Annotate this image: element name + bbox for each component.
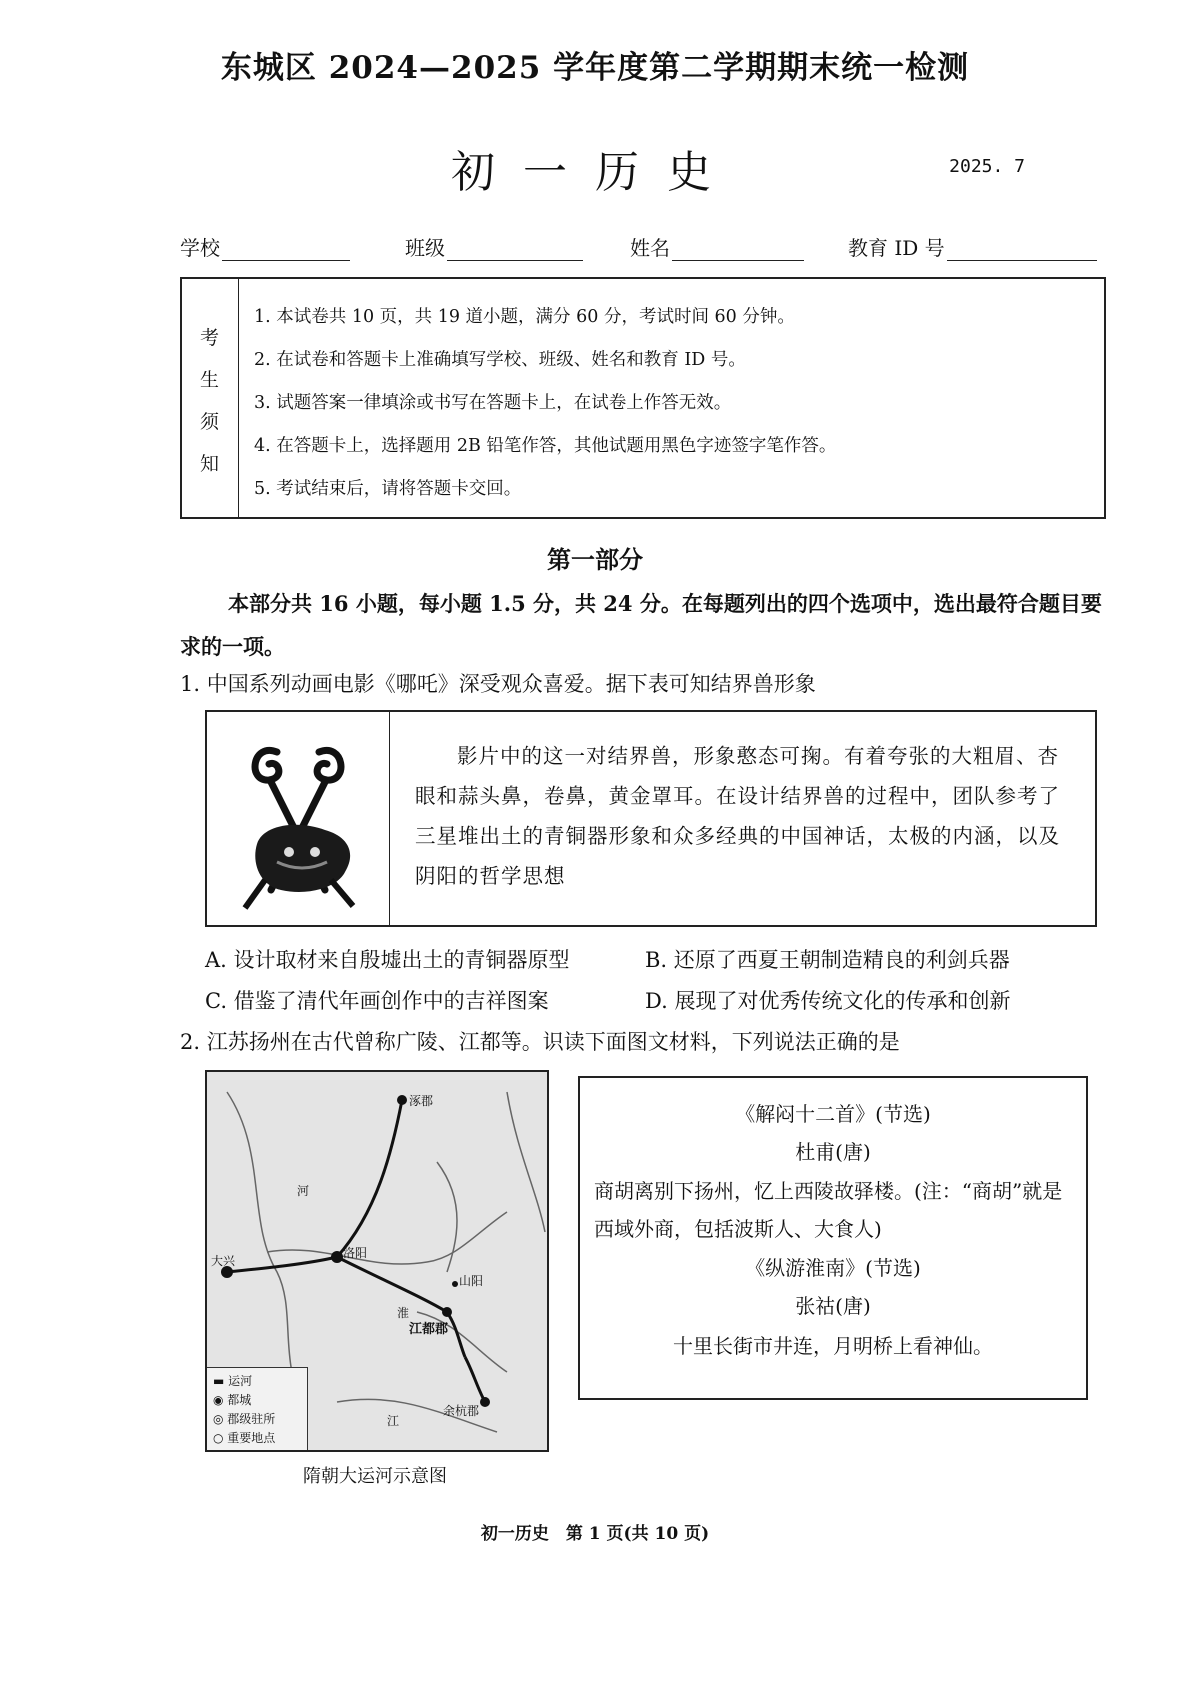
poem2-title: 《纵游淮南》(节选) bbox=[745, 1256, 921, 1280]
map-label-zhuojun: 涿郡 bbox=[409, 1094, 434, 1108]
notice-item: 2. 在试卷和答题卡上准确填写学校、班级、姓名和教育 ID 号。 bbox=[254, 350, 746, 370]
class-field[interactable] bbox=[405, 232, 583, 261]
q1-option-d[interactable]: D. 展现了对优秀传统文化的传承和创新 bbox=[645, 989, 1011, 1013]
q2-stem: 2. 江苏扬州在古代曾称广陵、江都等。识读下面图文材料，下列说法正确的是 bbox=[180, 1030, 900, 1054]
name-field[interactable] bbox=[630, 232, 804, 261]
notice-item: 4. 在答题卡上，选择题用 2B 铅笔作答，其他试题用黑色字迹签字笔作答。 bbox=[254, 436, 837, 456]
school-field[interactable] bbox=[180, 232, 350, 261]
legend-canal: ▬ 运河 bbox=[213, 1374, 253, 1388]
q1-material-text: 影片中的这一对结界兽，形象憨态可掬。有着夸张的大粗眉、杏眼和蒜头鼻，卷鼻，黄金罩耳。在设计结界兽的过程中，团队参考了三星堆出土的青铜器形象和众多经典的中国神话，太极的内涵，以及阴阳的哲学思想 bbox=[415, 744, 1060, 888]
page-footer: 初一历史 第 1 页(共 10 页) bbox=[480, 1524, 710, 1544]
q1-option-c[interactable]: C. 借鉴了清代年画创作中的吉祥图案 bbox=[205, 989, 549, 1013]
exam-title: 东城区 2024—2025 学年度第二学期期末统一检测 bbox=[220, 50, 970, 86]
q1-material-box bbox=[205, 710, 1097, 927]
notice-item: 3. 试题答案一律填涂或书写在答题卡上，在试卷上作答无效。 bbox=[254, 393, 732, 413]
edu-id-label: 教育 ID 号 bbox=[848, 236, 945, 260]
name-label: 姓名 bbox=[630, 236, 670, 260]
map-label-huai: 淮 bbox=[397, 1306, 410, 1320]
poem1-text: 商胡离别下扬州，忆上西陵故驿楼。(注：“商胡”就是西域外商，包括波斯人、大食人) bbox=[594, 1179, 1063, 1241]
map-label-daxing: 大兴 bbox=[211, 1254, 236, 1268]
exam-date: 2025. 7 bbox=[949, 156, 1025, 177]
notice-item: 1. 本试卷共 10 页，共 19 道小题，满分 60 分，考试时间 60 分钟。 bbox=[254, 307, 795, 327]
part1-intro: 本部分共 16 小题，每小题 1.5 分，共 24 分。在每题列出的四个选项中，选出最符合题目要求的一项。 bbox=[180, 591, 1102, 659]
edu-id-field[interactable] bbox=[848, 232, 1097, 261]
poem2-text: 十里长街市井连，月明桥上看神仙。 bbox=[673, 1334, 993, 1358]
map-label-yuhang: 余杭郡 bbox=[443, 1404, 480, 1418]
map-label-yellow-river: 河 bbox=[297, 1184, 310, 1198]
poem2-author: 张祜(唐) bbox=[795, 1294, 871, 1318]
notice-box bbox=[180, 277, 1106, 519]
notice-heading-char: 知 bbox=[200, 453, 220, 475]
poem-box bbox=[578, 1076, 1088, 1400]
notice-heading bbox=[182, 279, 239, 517]
map-legend bbox=[207, 1367, 308, 1450]
q1-option-a[interactable]: A. 设计取材来自殷墟出土的青铜器原型 bbox=[205, 948, 570, 972]
legend-prefecture: ◎ 郡级驻所 bbox=[213, 1412, 276, 1426]
map-label-shanyang: 山阳 bbox=[459, 1274, 484, 1288]
notice-heading-char: 须 bbox=[200, 411, 220, 433]
jiejieshou-image bbox=[207, 712, 390, 925]
poem1-title: 《解闷十二首》(节选) bbox=[735, 1102, 931, 1126]
notice-heading-char: 生 bbox=[200, 369, 220, 391]
legend-place: ○ 重要地点 bbox=[213, 1431, 276, 1445]
map-label-jiangdu: 江都郡 bbox=[409, 1322, 449, 1337]
class-label: 班级 bbox=[405, 236, 445, 260]
school-label: 学校 bbox=[180, 236, 220, 260]
notice-heading-char: 考 bbox=[200, 327, 220, 349]
part1-title: 第一部分 bbox=[547, 545, 643, 574]
q1-option-b[interactable]: B. 还原了西夏王朝制造精良的利剑兵器 bbox=[645, 948, 1010, 972]
poem1-author: 杜甫(唐) bbox=[795, 1140, 871, 1164]
subject-title: 初一历史 bbox=[451, 147, 739, 198]
map-caption: 隋朝大运河示意图 bbox=[303, 1466, 447, 1487]
map-label-luoyang: 洛阳 bbox=[343, 1246, 368, 1260]
map-label-jiang: 江 bbox=[387, 1414, 400, 1428]
q1-stem: 1. 中国系列动画电影《哪吒》深受观众喜爱。据下表可知结界兽形象 bbox=[180, 672, 816, 696]
grand-canal-map bbox=[205, 1070, 549, 1452]
legend-capital: ◉ 都城 bbox=[213, 1393, 252, 1407]
notice-item: 5. 考试结束后，请将答题卡交回。 bbox=[254, 479, 522, 499]
